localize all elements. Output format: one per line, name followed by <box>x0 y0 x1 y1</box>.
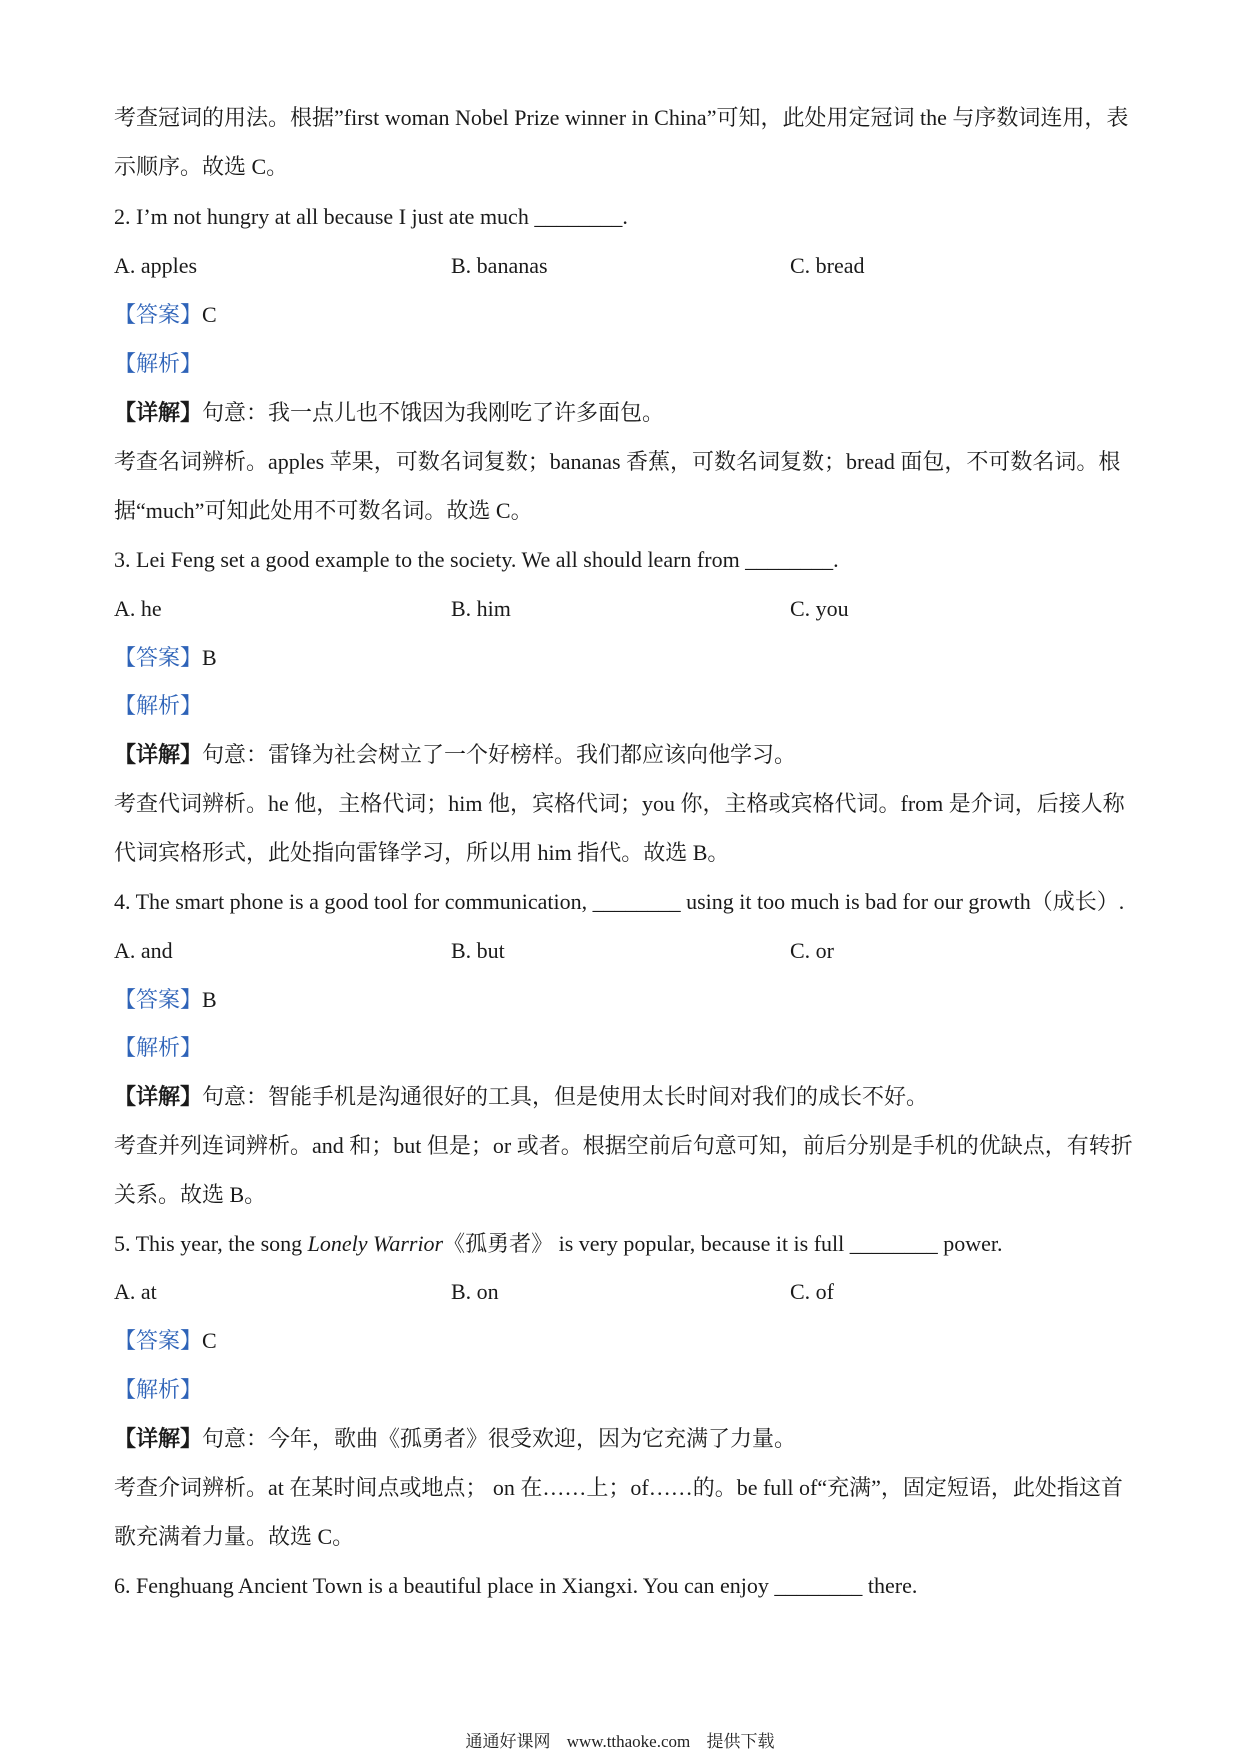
option-a: A. at <box>114 1279 157 1304</box>
answer-label: 【答案】 <box>114 987 203 1012</box>
answer-line <box>114 643 1130 673</box>
answer-value: B <box>202 645 217 670</box>
explanation-line: 考查介词辨析。at 在某时间点或地点； on 在……上；of……的。be full of“充满”，固定短语，此处指这首 <box>114 1475 1123 1500</box>
question-5 <box>114 1229 1130 1259</box>
detail-line <box>114 1082 1130 1112</box>
answer-value: B <box>202 987 217 1012</box>
explanation-line: 歌充满着力量。故选 C。 <box>114 1524 355 1549</box>
detail-text: 句意：今年，歌曲《孤勇者》很受欢迎，因为它充满了力量。 <box>202 1426 797 1451</box>
analysis-label-text: 【解析】 <box>114 1377 203 1402</box>
option-c: C. or <box>790 938 834 963</box>
detail-line <box>114 398 1130 428</box>
explanation-line: 考查名词辨析。apples 苹果，可数名词复数；bananas 香蕉，可数名词复数；bread 面包，不可数名词。根 <box>114 449 1121 474</box>
explanation-line: 考查并列连词辨析。and 和；but 但是；or 或者。根据空前后句意可知，前后分别是手机的优缺点，有转折 <box>114 1133 1133 1158</box>
option-a: A. and <box>114 938 173 963</box>
question-4: 4. The smart phone is a good tool for communication, ________ using it too much is bad for our growth（成长）. <box>114 889 1125 914</box>
explanation-line: 代词宾格形式，此处指向雷锋学习，所以用 him 指代。故选 B。 <box>114 840 730 865</box>
answer-line <box>114 1326 1130 1356</box>
explanation-line: 关系。故选 B。 <box>114 1182 267 1207</box>
question-5-suffix: 《孤勇者》 is very popular, because it is full ________ power. <box>443 1231 1003 1256</box>
analysis-label-text: 【解析】 <box>114 351 203 376</box>
question-5-prefix: 5. This year, the song <box>114 1231 308 1256</box>
detail-label: 【详解】 <box>114 400 203 425</box>
footer-note: 提供下载 <box>706 1732 775 1751</box>
option-c: C. bread <box>790 253 865 278</box>
analysis-label <box>114 1375 1130 1405</box>
page-footer <box>0 1731 1240 1753</box>
option-c: C. of <box>790 1279 834 1304</box>
detail-line <box>114 1424 1130 1454</box>
analysis-label <box>114 349 1130 379</box>
detail-label: 【详解】 <box>114 742 203 767</box>
option-a: A. he <box>114 596 162 621</box>
option-b: B. but <box>451 938 505 963</box>
question-3: 3. Lei Feng set a good example to the society. We all should learn from ________. <box>114 547 839 572</box>
question-6: 6. Fenghuang Ancient Town is a beautiful place in Xiangxi. You can enjoy ________ there. <box>114 1573 918 1598</box>
detail-text: 句意：雷锋为社会树立了一个好榜样。我们都应该向他学习。 <box>202 742 797 767</box>
answer-label: 【答案】 <box>114 1328 203 1353</box>
analysis-label-text: 【解析】 <box>114 693 203 718</box>
option-b: B. bananas <box>451 253 548 278</box>
detail-label: 【详解】 <box>114 1084 203 1109</box>
analysis-label-text: 【解析】 <box>114 1035 203 1060</box>
answer-line <box>114 300 1130 330</box>
explanation-line: 据“much”可知此处用不可数名词。故选 C。 <box>114 498 533 523</box>
analysis-label <box>114 691 1130 721</box>
footer-url[interactable]: www.tthaoke.com <box>566 1732 691 1751</box>
detail-text: 句意：我一点儿也不饿因为我刚吃了许多面包。 <box>202 400 665 425</box>
answer-label: 【答案】 <box>114 645 203 670</box>
paragraph-line: 示顺序。故选 C。 <box>114 154 289 179</box>
answer-line <box>114 985 1130 1015</box>
detail-text: 句意：智能手机是沟通很好的工具，但是使用太长时间对我们的成长不好。 <box>202 1084 929 1109</box>
answer-value: C <box>202 1328 217 1353</box>
option-a: A. apples <box>114 253 198 278</box>
option-b: B. on <box>451 1279 499 1304</box>
option-b: B. him <box>451 596 511 621</box>
song-title: Lonely Warrior <box>307 1231 444 1256</box>
answer-value: C <box>202 302 217 327</box>
explanation-line: 考查代词辨析。he 他，主格代词；him 他，宾格代词；you 你，主格或宾格代词。from 是介词，后接人称 <box>114 791 1125 816</box>
footer-site-name: 通通好课网 <box>465 1732 551 1751</box>
detail-label: 【详解】 <box>114 1426 203 1451</box>
question-2: 2. I’m not hungry at all because I just ate much ________. <box>114 204 628 229</box>
paragraph-line: 考查冠词的用法。根据”first woman Nobel Prize winner in China”可知，此处用定冠词 the 与序数词连用，表 <box>114 105 1129 130</box>
analysis-label <box>114 1033 1130 1063</box>
option-c: C. you <box>790 596 849 621</box>
detail-line <box>114 740 1130 770</box>
answer-label: 【答案】 <box>114 302 203 327</box>
